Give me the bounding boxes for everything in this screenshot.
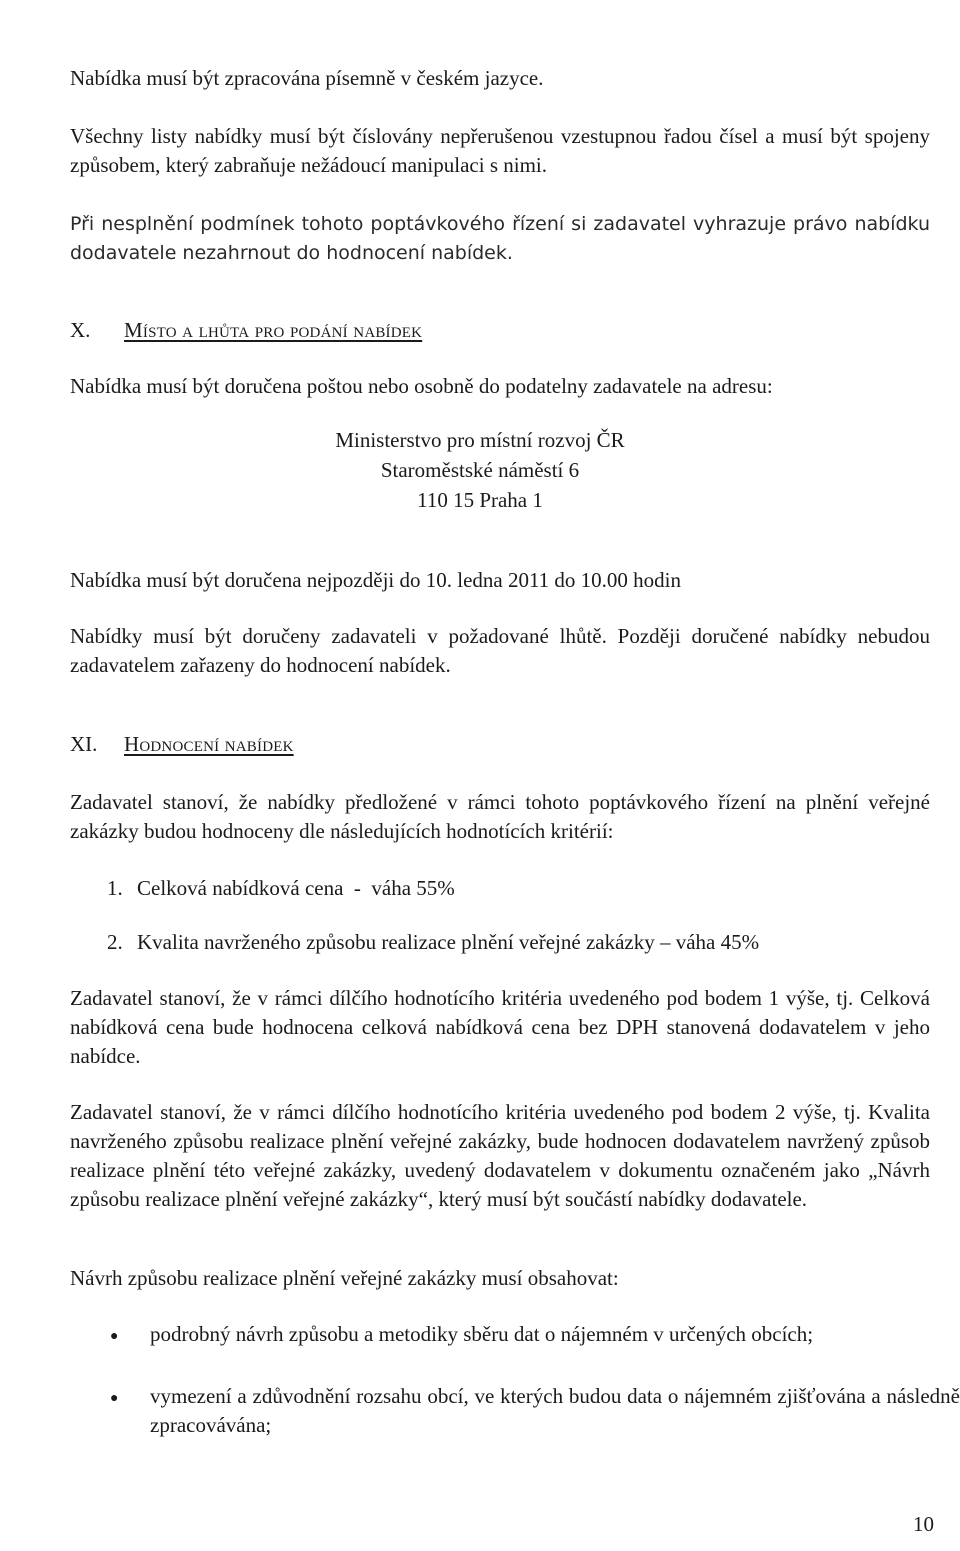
address-line-1: Ministerstvo pro místní rozvoj ČR [335,428,625,452]
criterion-number: 2. [107,930,123,954]
criterion-item [107,928,960,958]
criterion-text: Kvalita navrženého způsobu realizace plnění veřejné zakázky – váha 45% [137,930,760,954]
deadline-text: Nabídka musí být doručena nejpozději do 10. ledna 2011 do 10.00 hodin [70,568,682,592]
criterion-2-explanation: Zadavatel stanoví, že v rámci dílčího hodnotícího kritéria uvedeného pod bodem 2 výše, tj. Kvalita navrženého způsobu realizace plnění veřejné zakázky, bude hodnocen dodavatelem navržený způsob realizace plnění této veřejné zakázky, uvedený dodavatelem v dokumentu označeném jako „Návrh způsobu realizace plnění veřejné zakázky“, který musí být součástí nabídky dodavatele. [70,1100,930,1211]
bullet-icon: ● [110,1329,119,1344]
criterion-number: 1. [107,876,123,900]
bullet-item [70,1320,960,1350]
address-line-3: 110 15 Praha 1 [417,488,543,512]
section-title: Místo a lhůta pro podání nabídek [124,318,423,342]
section-number: XI. [70,732,98,756]
evaluation-intro: Zadavatel stanoví, že nabídky předložené v rámci tohoto poptávkového řízení na plnění veřejné zakázky budou hodnoceny dle následujících hodnotících kritérií: [70,790,930,843]
section-title: Hodnocení nabídek [124,732,294,756]
criterion-1-explanation: Zadavatel stanoví, že v rámci dílčího hodnotícího kritéria uvedeného pod bodem 1 výše, tj. Celková nabídková cena bude hodnocena celková nabídková cena bez DPH stanovená dodavatelem v jeho nabídce. [70,986,930,1068]
bullet-text: podrobný návrh způsobu a metodiky sběru dat o nájemném v určených obcích; [150,1322,814,1346]
delivery-intro: Nabídka musí být doručena poštou nebo osobně do podatelny zadavatele na adresu: [70,374,773,398]
section-x-heading [70,316,930,348]
section-number: X. [70,318,91,342]
late-delivery-text: Nabídky musí být doručeny zadavateli v požadované lhůtě. Později doručené nabídky nebudou zadavatelem zařazeny do hodnocení nabídek. [70,624,930,677]
paragraph-conditions: Při nesplnění podmínek tohoto poptávkového řízení si zadavatel vyhrazuje právo nabídku dodavatele nezahrnout do hodnocení nabídek. [70,213,930,264]
criterion-text: Celková nabídková cena - váha 55% [137,876,455,900]
address-line-2: Staroměstské náměstí 6 [380,458,580,482]
page-number: 10 [913,1512,934,1536]
paragraph-numbering: Všechny listy nabídky musí být číslovány nepřerušenou vzestupnou řadou čísel a musí být spojeny způsobem, který zabraňuje nežádoucí manipulaci s nimi. [70,124,930,177]
paragraph-language: Nabídka musí být zpracována písemně v českém jazyce. [70,66,544,90]
section-xi-heading [70,730,930,762]
proposal-contents-intro: Návrh způsobu realizace plnění veřejné zakázky musí obsahovat: [70,1266,619,1290]
bullet-icon: ● [110,1391,119,1406]
criterion-item [107,874,960,904]
bullet-item [70,1382,960,1442]
bullet-text: vymezení a zdůvodnění rozsahu obcí, ve kterých budou data o nájemném zjišťována a následně zpracovávána; [150,1384,960,1437]
